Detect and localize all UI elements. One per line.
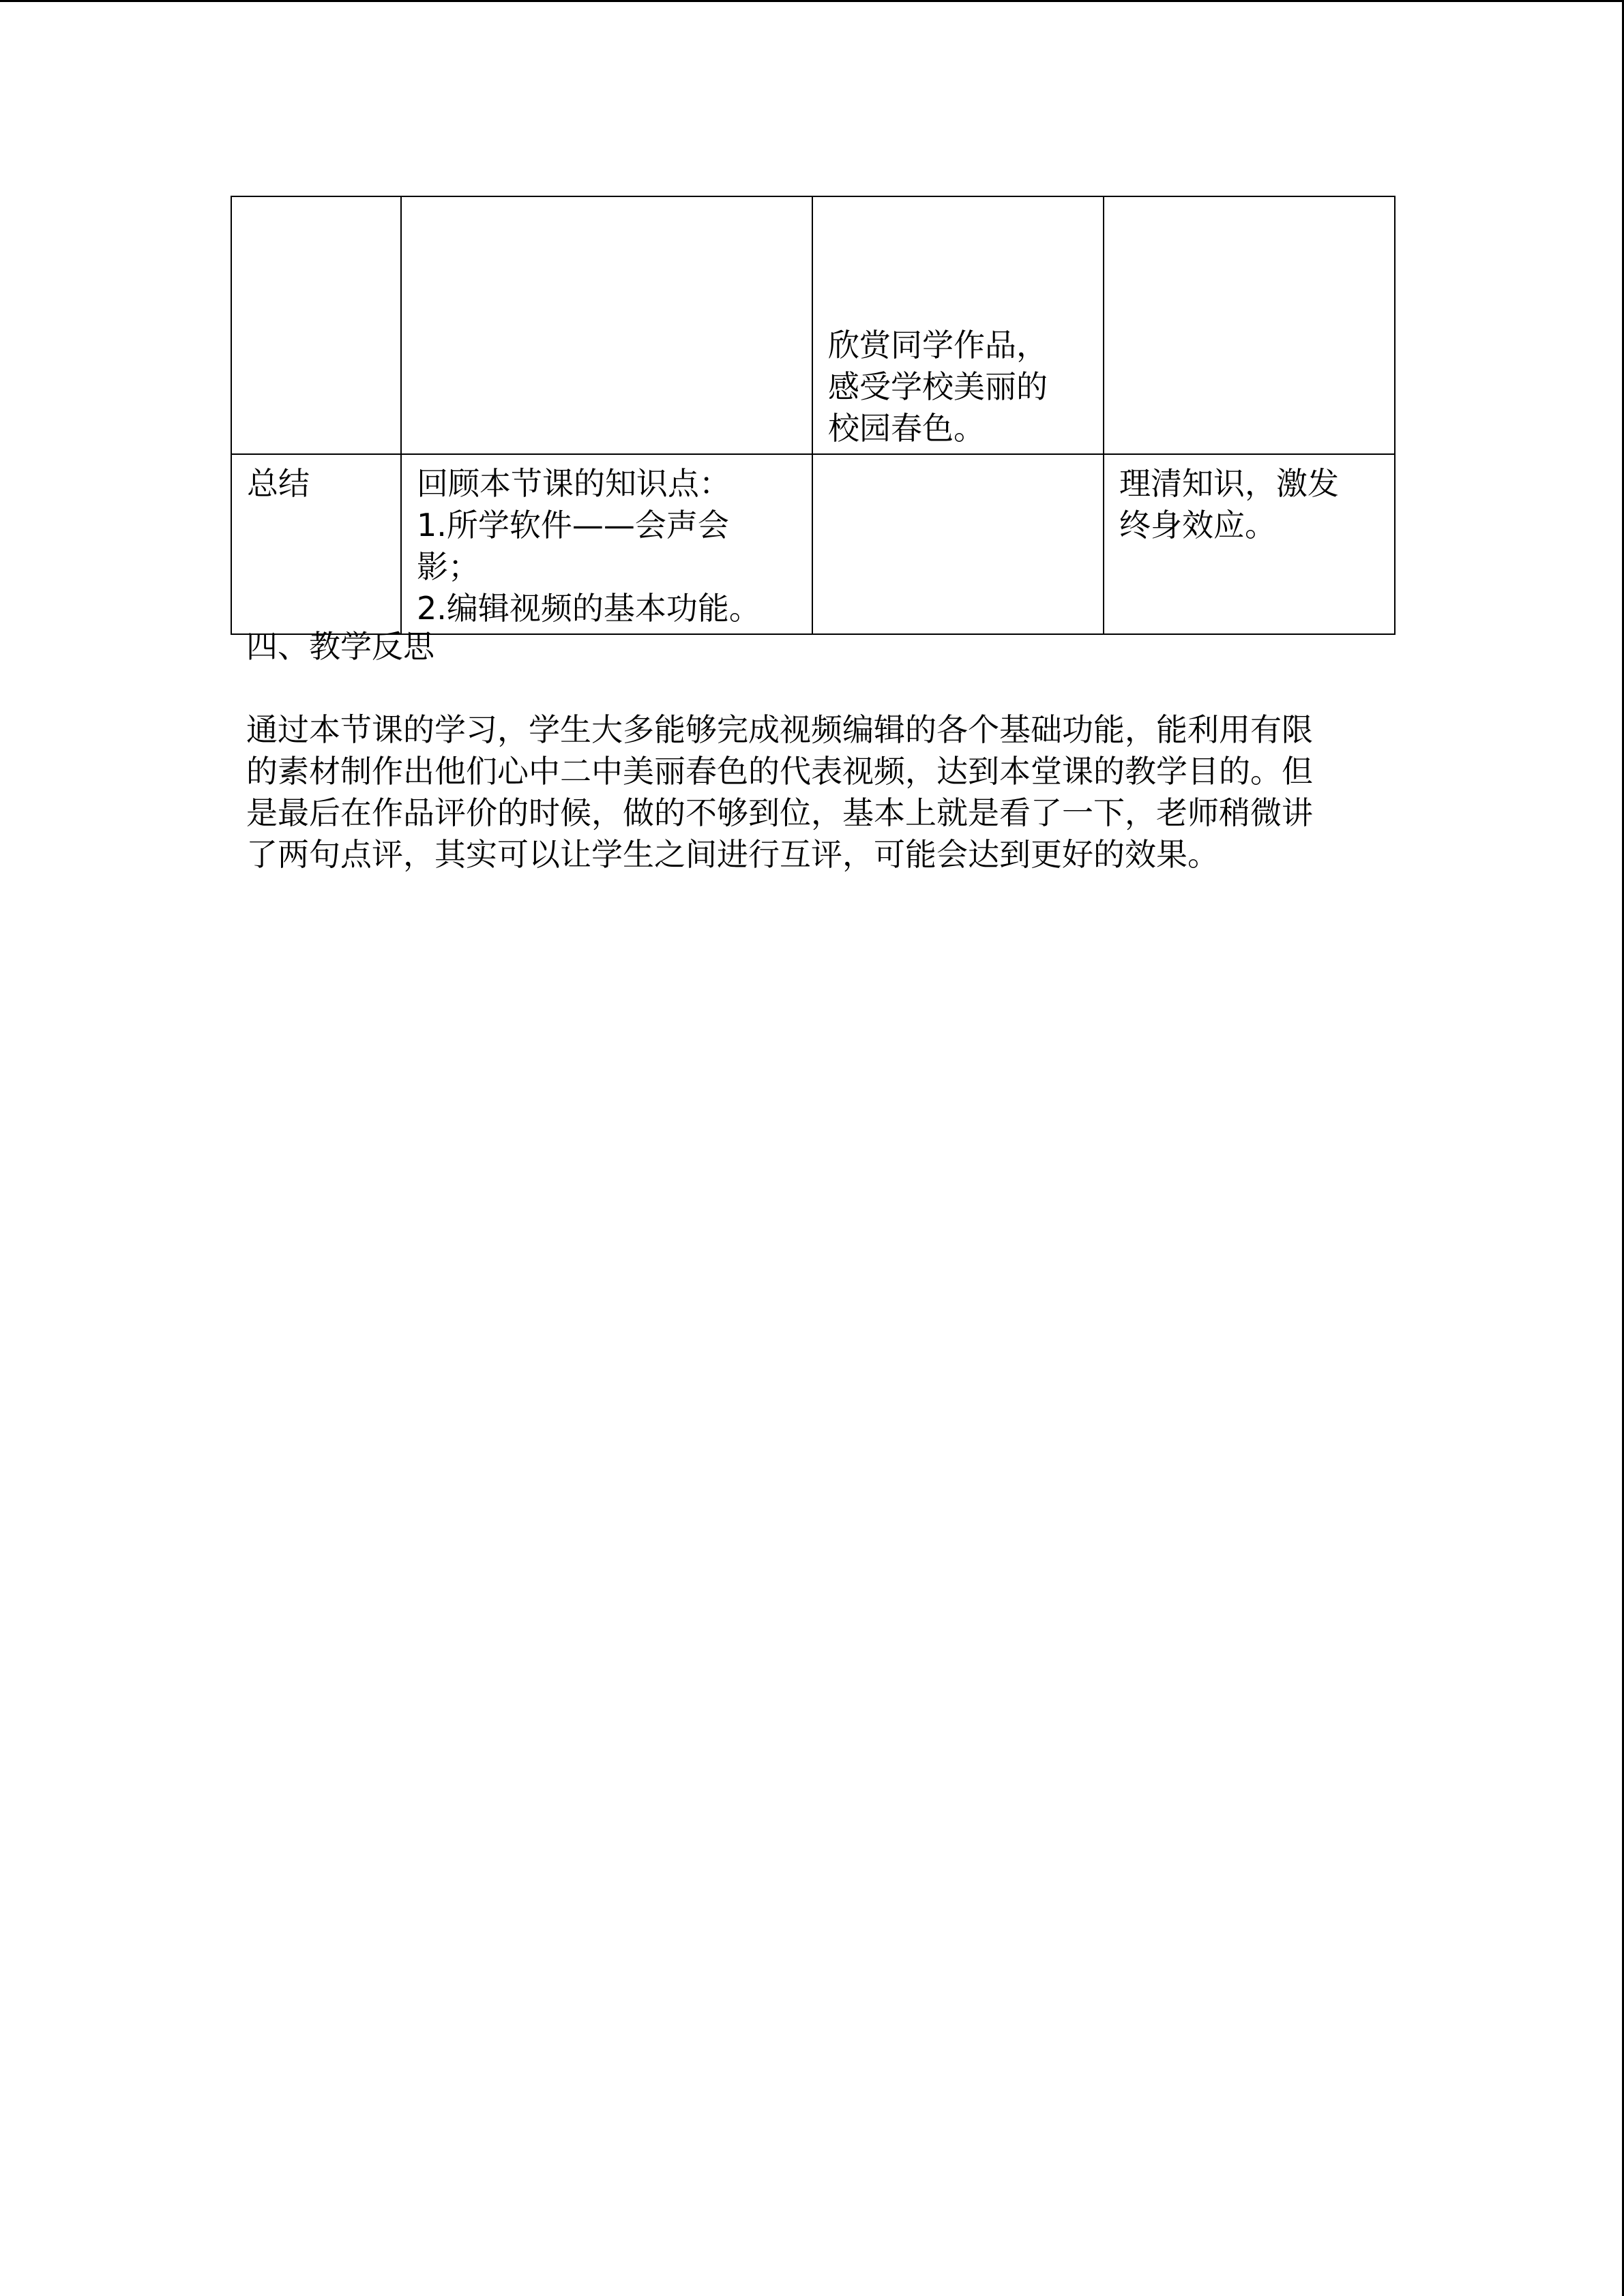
table-cell-intent [1104, 454, 1395, 634]
cell-text-line: 欣赏同学作品， [828, 327, 1048, 363]
cell-text-line: 影； [417, 548, 479, 585]
table-cell-content [401, 196, 812, 454]
table-cell-stage [231, 196, 401, 454]
table-cell-stage: 总结 [231, 454, 401, 634]
paragraph-line: 的素材制作出他们心中二中美丽春色的代表视频，达到本堂课的教学目的。但 [246, 753, 1313, 790]
paragraph-line: 了两句点评，其实可以让学生之间进行互评，可能会达到更好的效果。 [246, 836, 1219, 873]
table-cell-content [401, 454, 812, 634]
table-row [231, 196, 1395, 454]
table-cell-intent [1104, 196, 1395, 454]
reflection-paragraph [246, 709, 1378, 876]
cell-text-line: 1.所学软件——会声会 [417, 507, 729, 543]
lesson-plan-table [231, 196, 1396, 635]
cell-text-line: 校园春色。 [828, 410, 985, 447]
cell-text-line: 理清知识，激发 [1119, 465, 1339, 502]
cell-text-line: 感受学校美丽的 [828, 368, 1048, 405]
paragraph-line: 通过本节课的学习，学生大多能够完成视频编辑的各个基础功能，能利用有限 [246, 711, 1313, 748]
table-cell-student-activity [812, 196, 1104, 454]
paragraph-line: 是最后在作品评价的时候，做的不够到位，基本上就是看了一下，老师稍微讲 [246, 794, 1313, 831]
cell-text-line: 回顾本节课的知识点： [417, 465, 730, 502]
section-heading: 四、教学反思 [246, 628, 434, 665]
page-border-top [0, 0, 1624, 2]
cell-text-line: 2.编辑视频的基本功能。 [417, 590, 761, 627]
table-row [231, 454, 1395, 634]
table-cell-student-activity [812, 454, 1104, 634]
cell-text-line: 终身效应。 [1119, 507, 1276, 543]
